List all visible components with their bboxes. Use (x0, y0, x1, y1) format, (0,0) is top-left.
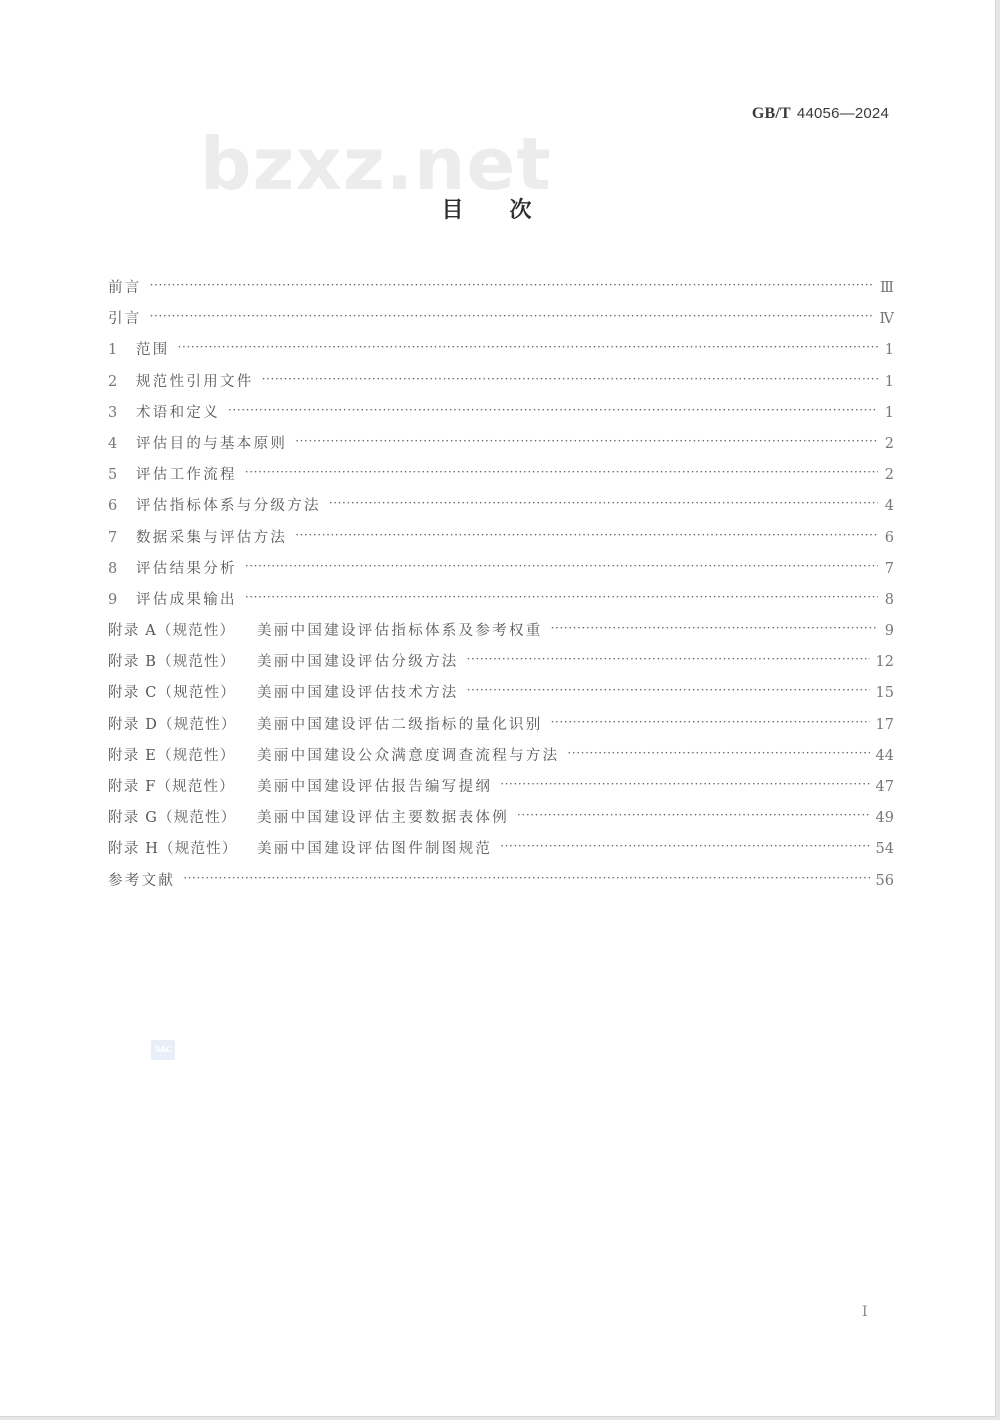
toc-entry-appendix-g[interactable] (108, 807, 894, 838)
toc-entry-page: 56 (875, 872, 894, 889)
standard-code: 44056—2024 (796, 105, 889, 122)
toc-entry-label: 前言 (108, 280, 142, 296)
toc-leader-dots (150, 305, 874, 327)
toc-leader-dots (262, 368, 878, 390)
toc-leader-dots (551, 617, 878, 639)
toc-entry-label: 美丽中国建设评估指标体系及参考权重 (257, 623, 543, 640)
toc-leader-dots (295, 524, 878, 546)
toc-appendix-prefix: 附录 C（规范性） (108, 685, 237, 702)
toc-entry-4[interactable] (108, 433, 894, 464)
toc-entry-page: 15 (875, 685, 894, 702)
toc-entry-label: 范围 (136, 342, 170, 359)
toc-leader-dots (295, 430, 878, 452)
toc-entry-appendix-d[interactable] (108, 714, 894, 745)
toc-leader-dots (500, 773, 869, 795)
toc-entry-page: 1 (884, 404, 894, 421)
toc-leader-dots (150, 274, 874, 296)
page-title: 目次 (441, 198, 578, 223)
toc-leader-dots (500, 835, 869, 857)
page-number: Ⅰ (862, 1304, 868, 1320)
toc-leader-dots (467, 679, 870, 701)
toc-entry-label: 美丽中国建设评估主要数据表体例 (257, 810, 509, 827)
toc-entry-page: 2 (884, 435, 894, 452)
toc-entry-page: 1 (884, 342, 894, 359)
sac-logo-icon: SAC (151, 1040, 175, 1060)
toc-leader-dots (245, 461, 878, 483)
toc-entry-label: 引言 (108, 311, 142, 328)
toc-leader-dots (228, 399, 878, 421)
toc-entry-page: 2 (884, 467, 894, 484)
toc-entry-page: 17 (875, 716, 894, 733)
toc-entry-appendix-b[interactable] (108, 651, 894, 682)
toc-leader-dots (329, 492, 878, 514)
toc-appendix-prefix: 附录 H（规范性） (108, 841, 238, 858)
toc-leader-dots (245, 555, 878, 577)
toc-entry-appendix-h[interactable] (108, 838, 894, 869)
toc-entry-page: 54 (875, 841, 894, 858)
toc-entry-number: 6 (108, 498, 118, 515)
toc-appendix-prefix: 附录 F（规范性） (108, 779, 235, 795)
toc-entry-appendix-c[interactable] (108, 682, 894, 713)
toc-entry-appendix-f[interactable] (108, 776, 894, 807)
toc-entry-label: 评估指标体系与分级方法 (136, 498, 321, 515)
toc-entry-page: 7 (884, 560, 894, 577)
toc-entry-9[interactable] (108, 589, 894, 620)
toc-entry-3[interactable] (108, 402, 894, 433)
toc-entry-appendix-e[interactable] (108, 745, 894, 776)
toc-leader-dots (183, 867, 869, 889)
toc-entry-label: 术语和定义 (136, 404, 220, 421)
toc-entry-references[interactable] (108, 870, 894, 901)
toc-entry-1[interactable] (108, 339, 894, 370)
toc-entry-number: 7 (108, 529, 118, 546)
toc-entry-page: 6 (884, 529, 894, 546)
toc-entry-7[interactable] (108, 527, 894, 558)
toc-entry-page: 4 (884, 498, 894, 515)
toc-entry-label: 评估结果分析 (136, 560, 237, 577)
toc-entry-label: 评估工作流程 (136, 467, 237, 484)
toc-leader-dots (178, 336, 878, 358)
toc-entry-6[interactable] (108, 495, 894, 526)
toc-entry-appendix-a[interactable] (108, 620, 894, 651)
toc-entry-label: 评估成果输出 (136, 591, 237, 608)
toc-entry-label: 美丽中国建设评估二级指标的量化识别 (257, 716, 543, 733)
toc-entry-number: 3 (108, 404, 118, 421)
toc-entry-label: 数据采集与评估方法 (136, 529, 288, 546)
toc-entry-label: 评估目的与基本原则 (136, 435, 288, 452)
toc-entry-label: 美丽中国建设评估分级方法 (257, 654, 459, 671)
toc-entry-label: 美丽中国建设评估图件制图规范 (257, 841, 493, 858)
toc-entry-introduction[interactable] (108, 308, 894, 339)
toc-leader-dots (467, 648, 870, 670)
toc-entry-page: 1 (884, 373, 894, 390)
toc-entry-8[interactable] (108, 558, 894, 589)
toc-leader-dots (551, 711, 870, 733)
toc-appendix-prefix: 附录 A（规范性） (108, 623, 236, 640)
toc-leader-dots (517, 804, 870, 826)
toc-entry-page: 8 (884, 591, 894, 608)
toc-leader-dots (245, 586, 878, 608)
toc-entry-page: 9 (884, 623, 894, 640)
toc-entry-number: 9 (108, 591, 118, 608)
toc-entry-page: 12 (875, 654, 894, 671)
toc-entry-number: 2 (108, 373, 118, 390)
toc-entry-page: 49 (875, 810, 894, 827)
toc-entry-2[interactable] (108, 371, 894, 402)
toc-entry-number: 1 (108, 342, 118, 359)
toc-entry-label: 美丽中国建设公众满意度调查流程与方法 (257, 747, 560, 764)
toc-entry-label: 美丽中国建设评估报告编写提纲 (257, 779, 493, 795)
toc-entry-number: 8 (108, 560, 118, 577)
watermark: bzxz.net (200, 122, 552, 206)
toc-entry-number: 5 (108, 467, 118, 484)
toc-appendix-prefix: 附录 G（规范性） (108, 810, 237, 827)
toc-entry-foreword[interactable] (108, 277, 894, 308)
toc-leader-dots (567, 742, 869, 764)
toc-entry-number: 4 (108, 435, 118, 452)
toc-appendix-prefix: 附录 D（规范性） (108, 716, 237, 733)
toc-entry-label: 规范性引用文件 (136, 373, 254, 390)
toc-entry-label: 美丽中国建设评估技术方法 (257, 685, 459, 702)
toc-appendix-prefix: 附录 E（规范性） (108, 747, 236, 764)
toc-entry-page: 44 (875, 747, 894, 764)
toc-entry-page: Ⅲ (880, 280, 894, 296)
toc-entry-5[interactable] (108, 464, 894, 495)
table-of-contents (108, 277, 894, 901)
standard-number (752, 104, 889, 123)
toc-entry-page: 47 (875, 779, 894, 795)
toc-appendix-prefix: 附录 B（规范性） (108, 654, 236, 671)
toc-entry-label: 参考文献 (108, 872, 176, 889)
standard-prefix: GB/T (751, 105, 791, 122)
toc-entry-page: Ⅳ (879, 311, 894, 328)
